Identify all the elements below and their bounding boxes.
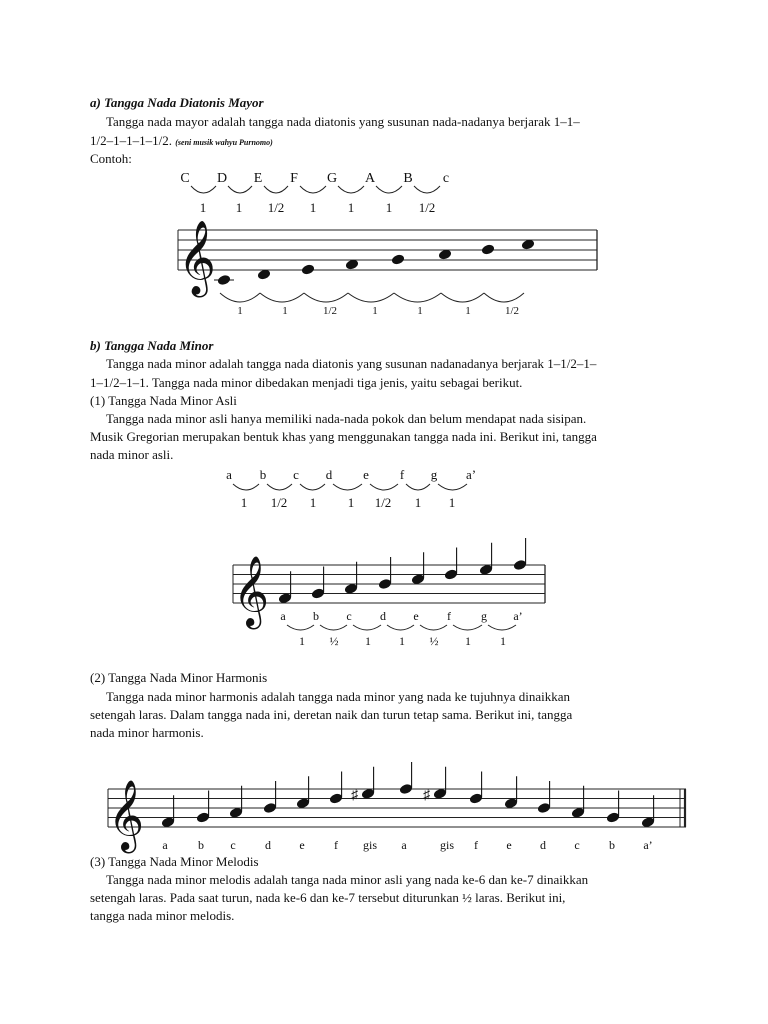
interval-label: 1 [465, 634, 471, 648]
note-name-label: d [265, 838, 271, 852]
major-scale-figure [178, 171, 597, 317]
paragraph-line: 1–1/2–1–1. Tangga nada minor dibedakan menjadi tiga jenis, yaitu sebagai berikut. [90, 375, 523, 390]
note-name-label: f [474, 838, 478, 852]
note-name-label: d [380, 609, 386, 623]
paragraph-line: Tangga nada minor harmonis adalah tangga nada minor yang nada ke tujuhnya dinaikkan [106, 689, 571, 704]
sharp-icon: ♯ [351, 787, 358, 803]
paragraph-line: Tangga nada minor melodis adalah tanga nada minor asli yang nada ke-6 dan ke-7 dinaikkan [106, 872, 589, 887]
interval-label: 1 [448, 495, 456, 510]
interval-label: 1 [417, 305, 423, 317]
interval-label: 1 [372, 305, 378, 317]
interval-label: ½ [429, 634, 439, 648]
paragraph-line: Musik Gregorian merupakan bentuk khas yang menggunakan tangga nada ini. Berikut ini, tangga [90, 429, 597, 444]
interval-arc [406, 484, 430, 490]
interval-arc [420, 625, 447, 630]
note-name-label: a [280, 609, 286, 623]
note-name-label: c [293, 467, 299, 482]
interval-arc [267, 484, 292, 490]
note-name-label: gis [439, 838, 455, 852]
note-head [391, 253, 406, 265]
note-name-label: a [401, 838, 407, 852]
interval-arc [304, 293, 348, 302]
interval-label: 1 [235, 200, 243, 215]
note-name-label: b [198, 838, 204, 852]
note-name-label: F [290, 171, 298, 186]
interval-arc [320, 625, 347, 630]
note-name-label: a [226, 467, 232, 482]
note-name-label: E [253, 171, 263, 186]
interval-arc [300, 186, 326, 193]
interval-label: 1 [465, 305, 471, 317]
sharp-icon: ♯ [423, 787, 430, 803]
interval-arc [191, 186, 216, 193]
note-name-label: e [363, 467, 369, 482]
note-name-label: G [326, 171, 338, 186]
interval-label: 1 [199, 200, 207, 215]
interval-arc [353, 625, 381, 630]
note-name-label: f [334, 838, 338, 852]
interval-label: 1 [385, 200, 393, 215]
interval-label: 1 [309, 495, 317, 510]
note-head [481, 243, 496, 255]
heading-tangga-nada-minor: b) Tangga Nada Minor [90, 338, 214, 353]
interval-arc [394, 293, 441, 302]
interval-arc [338, 186, 364, 193]
subheading-minor-harmonis: (2) Tangga Nada Minor Harmonis [90, 670, 268, 685]
example-label: Contoh: [90, 151, 132, 166]
interval-arc [260, 293, 304, 302]
interval-arc [488, 625, 516, 630]
note-name-label: e [413, 609, 419, 623]
note-name-label: C [180, 171, 190, 186]
citation: (seni musik wahyu Purnomo) [175, 138, 273, 147]
interval-label: 1 [399, 634, 405, 648]
interval-label: 1/2 [418, 200, 436, 215]
note-name-label: b [313, 609, 319, 623]
note-name-label: c [230, 838, 236, 852]
treble-clef-icon: 𝄞 [233, 558, 269, 626]
interval-label: ½ [329, 634, 339, 648]
paragraph-line: tangga nada minor melodis. [90, 908, 235, 923]
note-name-label: c [346, 609, 352, 623]
note-name-label: c [442, 171, 450, 186]
note-name-label: a’ [643, 838, 653, 852]
interval-arc [333, 484, 362, 490]
interval-arc [387, 625, 414, 630]
paragraph-line: Tangga nada minor asli hanya memiliki nada-nada pokok dan belum mendapat nada sisipan. [106, 411, 587, 426]
interval-label: 1 [347, 200, 355, 215]
interval-label: 1/2 [504, 305, 520, 317]
interval-label: 1/2 [267, 200, 285, 215]
interval-arc [233, 484, 259, 490]
note-name-label: a’ [465, 467, 477, 482]
minor-harmonis-figure [108, 762, 686, 854]
paragraph-line: setengah laras. Dalam tangga nada ini, deretan naik dan turun tetap sama. Berikut ini, tangga [90, 707, 573, 722]
note-name-label: A [364, 171, 376, 186]
treble-clef-icon: 𝄞 [108, 782, 144, 850]
interval-arc [287, 625, 314, 630]
paragraph-line: Tangga nada minor adalah tangga nada diatonis yang susunan nadanadanya berjarak 1–1/2–1– [106, 356, 597, 371]
interval-label: 1 [237, 305, 243, 317]
treble-clef-icon: 𝄞 [178, 222, 216, 293]
note-name-label: g [430, 467, 438, 482]
minor-asli-figure [226, 467, 545, 648]
note-name-label: e [506, 838, 512, 852]
heading-diatonis-mayor: a) Tangga Nada Diatonis Mayor [90, 95, 264, 110]
note-name-label: f [399, 467, 405, 482]
note-head [301, 263, 316, 275]
interval-label: 1 [309, 200, 317, 215]
paragraph-line: Tangga nada mayor adalah tangga nada diatonis yang susunan nada-nadanya berjarak 1–1– [106, 114, 580, 129]
interval-arc [376, 186, 402, 193]
paragraph-text: 1/2–1–1–1–1/2. [90, 133, 172, 148]
interval-arc [453, 625, 482, 630]
subheading-minor-melodis: (3) Tangga Nada Minor Melodis [90, 854, 259, 869]
interval-arc [300, 484, 325, 490]
interval-label: 1 [282, 305, 288, 317]
note-name-label: d [540, 838, 546, 852]
note-name-label: e [299, 838, 305, 852]
interval-label: 1 [500, 634, 506, 648]
interval-arc [220, 293, 260, 302]
interval-arc [370, 484, 398, 490]
interval-arc [228, 186, 252, 193]
paragraph-line: setengah laras. Pada saat turun, nada ke-6 dan ke-7 tersebut diturunkan ½ laras. Berikut ini, [90, 890, 566, 905]
subheading-minor-asli: (1) Tangga Nada Minor Asli [90, 393, 237, 408]
note-name-label: B [403, 171, 413, 186]
interval-label: 1 [414, 495, 422, 510]
note-name-label: D [216, 171, 228, 186]
paragraph-line: nada minor harmonis. [90, 725, 204, 740]
interval-label: 1 [365, 634, 371, 648]
interval-label: 1 [347, 495, 355, 510]
interval-arc [414, 186, 440, 193]
interval-arc [441, 293, 484, 302]
interval-label: 1/2 [374, 495, 392, 510]
note-name-label: b [259, 467, 267, 482]
note-name-label: a [162, 838, 168, 852]
note-name-label: c [574, 838, 580, 852]
interval-label: 1/2 [322, 305, 338, 317]
paragraph-line: nada minor asli. [90, 447, 174, 462]
interval-arc [438, 484, 467, 490]
interval-label: 1/2 [270, 495, 288, 510]
note-name-label: d [325, 467, 333, 482]
interval-label: 1 [299, 634, 305, 648]
interval-arc [348, 293, 394, 302]
note-name-label: b [609, 838, 615, 852]
note-name-label: g [481, 609, 487, 623]
note-name-label: gis [362, 838, 378, 852]
interval-arc [264, 186, 288, 193]
interval-label: 1 [240, 495, 248, 510]
interval-arc [484, 293, 524, 302]
note-name-label: a’ [513, 609, 523, 623]
note-name-label: f [447, 609, 451, 623]
